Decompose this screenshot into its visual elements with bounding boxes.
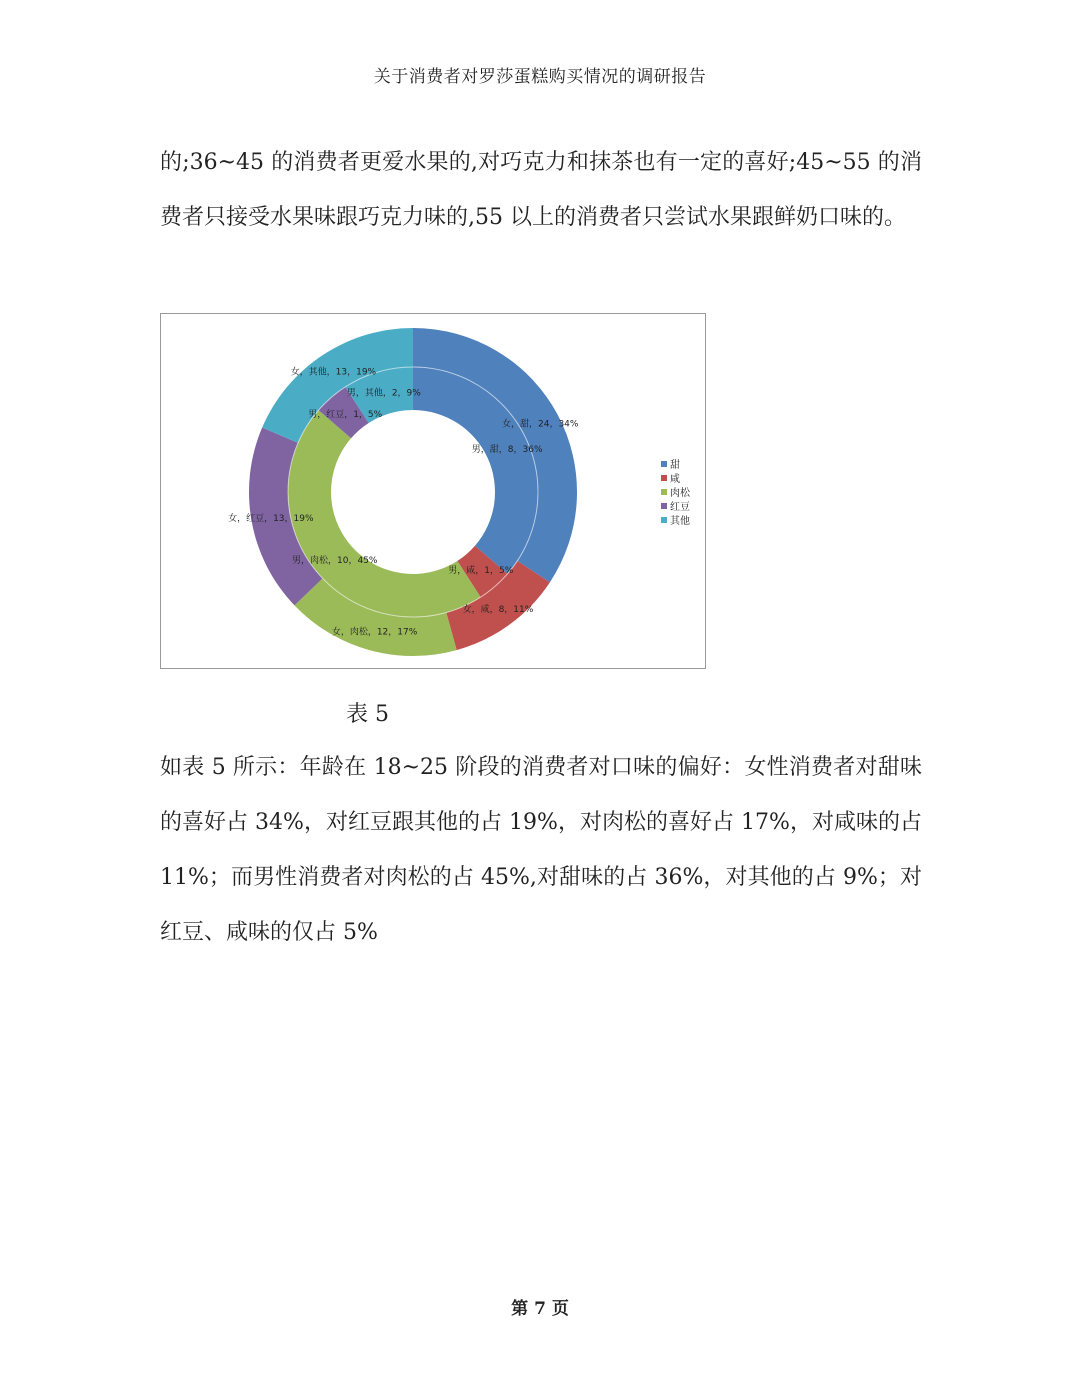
chart-caption: 表 5 [346, 702, 389, 727]
data-label-outer-4: 女，其他，13，19% [290, 367, 377, 378]
data-label-outer-2: 女，肉松，12，17% [331, 627, 418, 638]
legend-label-0: 甜 [670, 460, 680, 471]
legend-swatch-2 [661, 489, 667, 495]
legend-label-1: 咸 [670, 474, 680, 485]
body-paragraph-2: 如表 5 所示：年龄在 18~25 阶段的消费者对口味的偏好：女性消费者对甜味的喜好占 34%，对红豆跟其他的占 19%，对肉松的喜好占 17%，对咸味的占 11%；而男性消费者对肉松的占 45%,对甜味的占 36%，对其他的占 9%；对红豆、咸味的仅占 5% [160, 755, 922, 945]
data-label-outer-3: 女，红豆，13，19% [228, 513, 314, 524]
data-label-inner-3: 男，红豆，1，5% [308, 409, 383, 420]
doughnut-chart [160, 313, 706, 669]
chart-legend [661, 458, 691, 527]
page-number: 第 7 页 [511, 1299, 569, 1319]
data-label-inner-4: 男，其他，2，9% [346, 388, 421, 399]
legend-swatch-0 [661, 461, 667, 467]
page-header-title: 关于消费者对罗莎蛋糕购买情况的调研报告 [373, 67, 707, 87]
legend-swatch-4 [661, 517, 667, 523]
data-label-inner-2: 男，肉松，10，45% [292, 555, 378, 566]
data-label-inner-0: 男，甜，8，36% [471, 445, 543, 456]
legend-swatch-3 [661, 503, 667, 509]
legend-label-3: 红豆 [670, 502, 690, 513]
body-paragraph-1: 的;36~45 的消费者更爱水果的,对巧克力和抹茶也有一定的喜好;45~55 的消费者只接受水果味跟巧克力味的,55 以上的消费者只尝试水果跟鲜奶口味的。 [160, 150, 922, 230]
data-label-outer-1: 女，咸，8，11% [462, 604, 534, 615]
legend-label-4: 其他 [670, 516, 690, 527]
legend-swatch-1 [661, 475, 667, 481]
doughnut-chart-svg [161, 314, 707, 670]
data-label-inner-1: 男，咸，1，5% [448, 566, 514, 577]
data-label-outer-0: 女，甜，24，34% [502, 419, 579, 430]
legend-label-2: 肉松 [670, 488, 690, 499]
